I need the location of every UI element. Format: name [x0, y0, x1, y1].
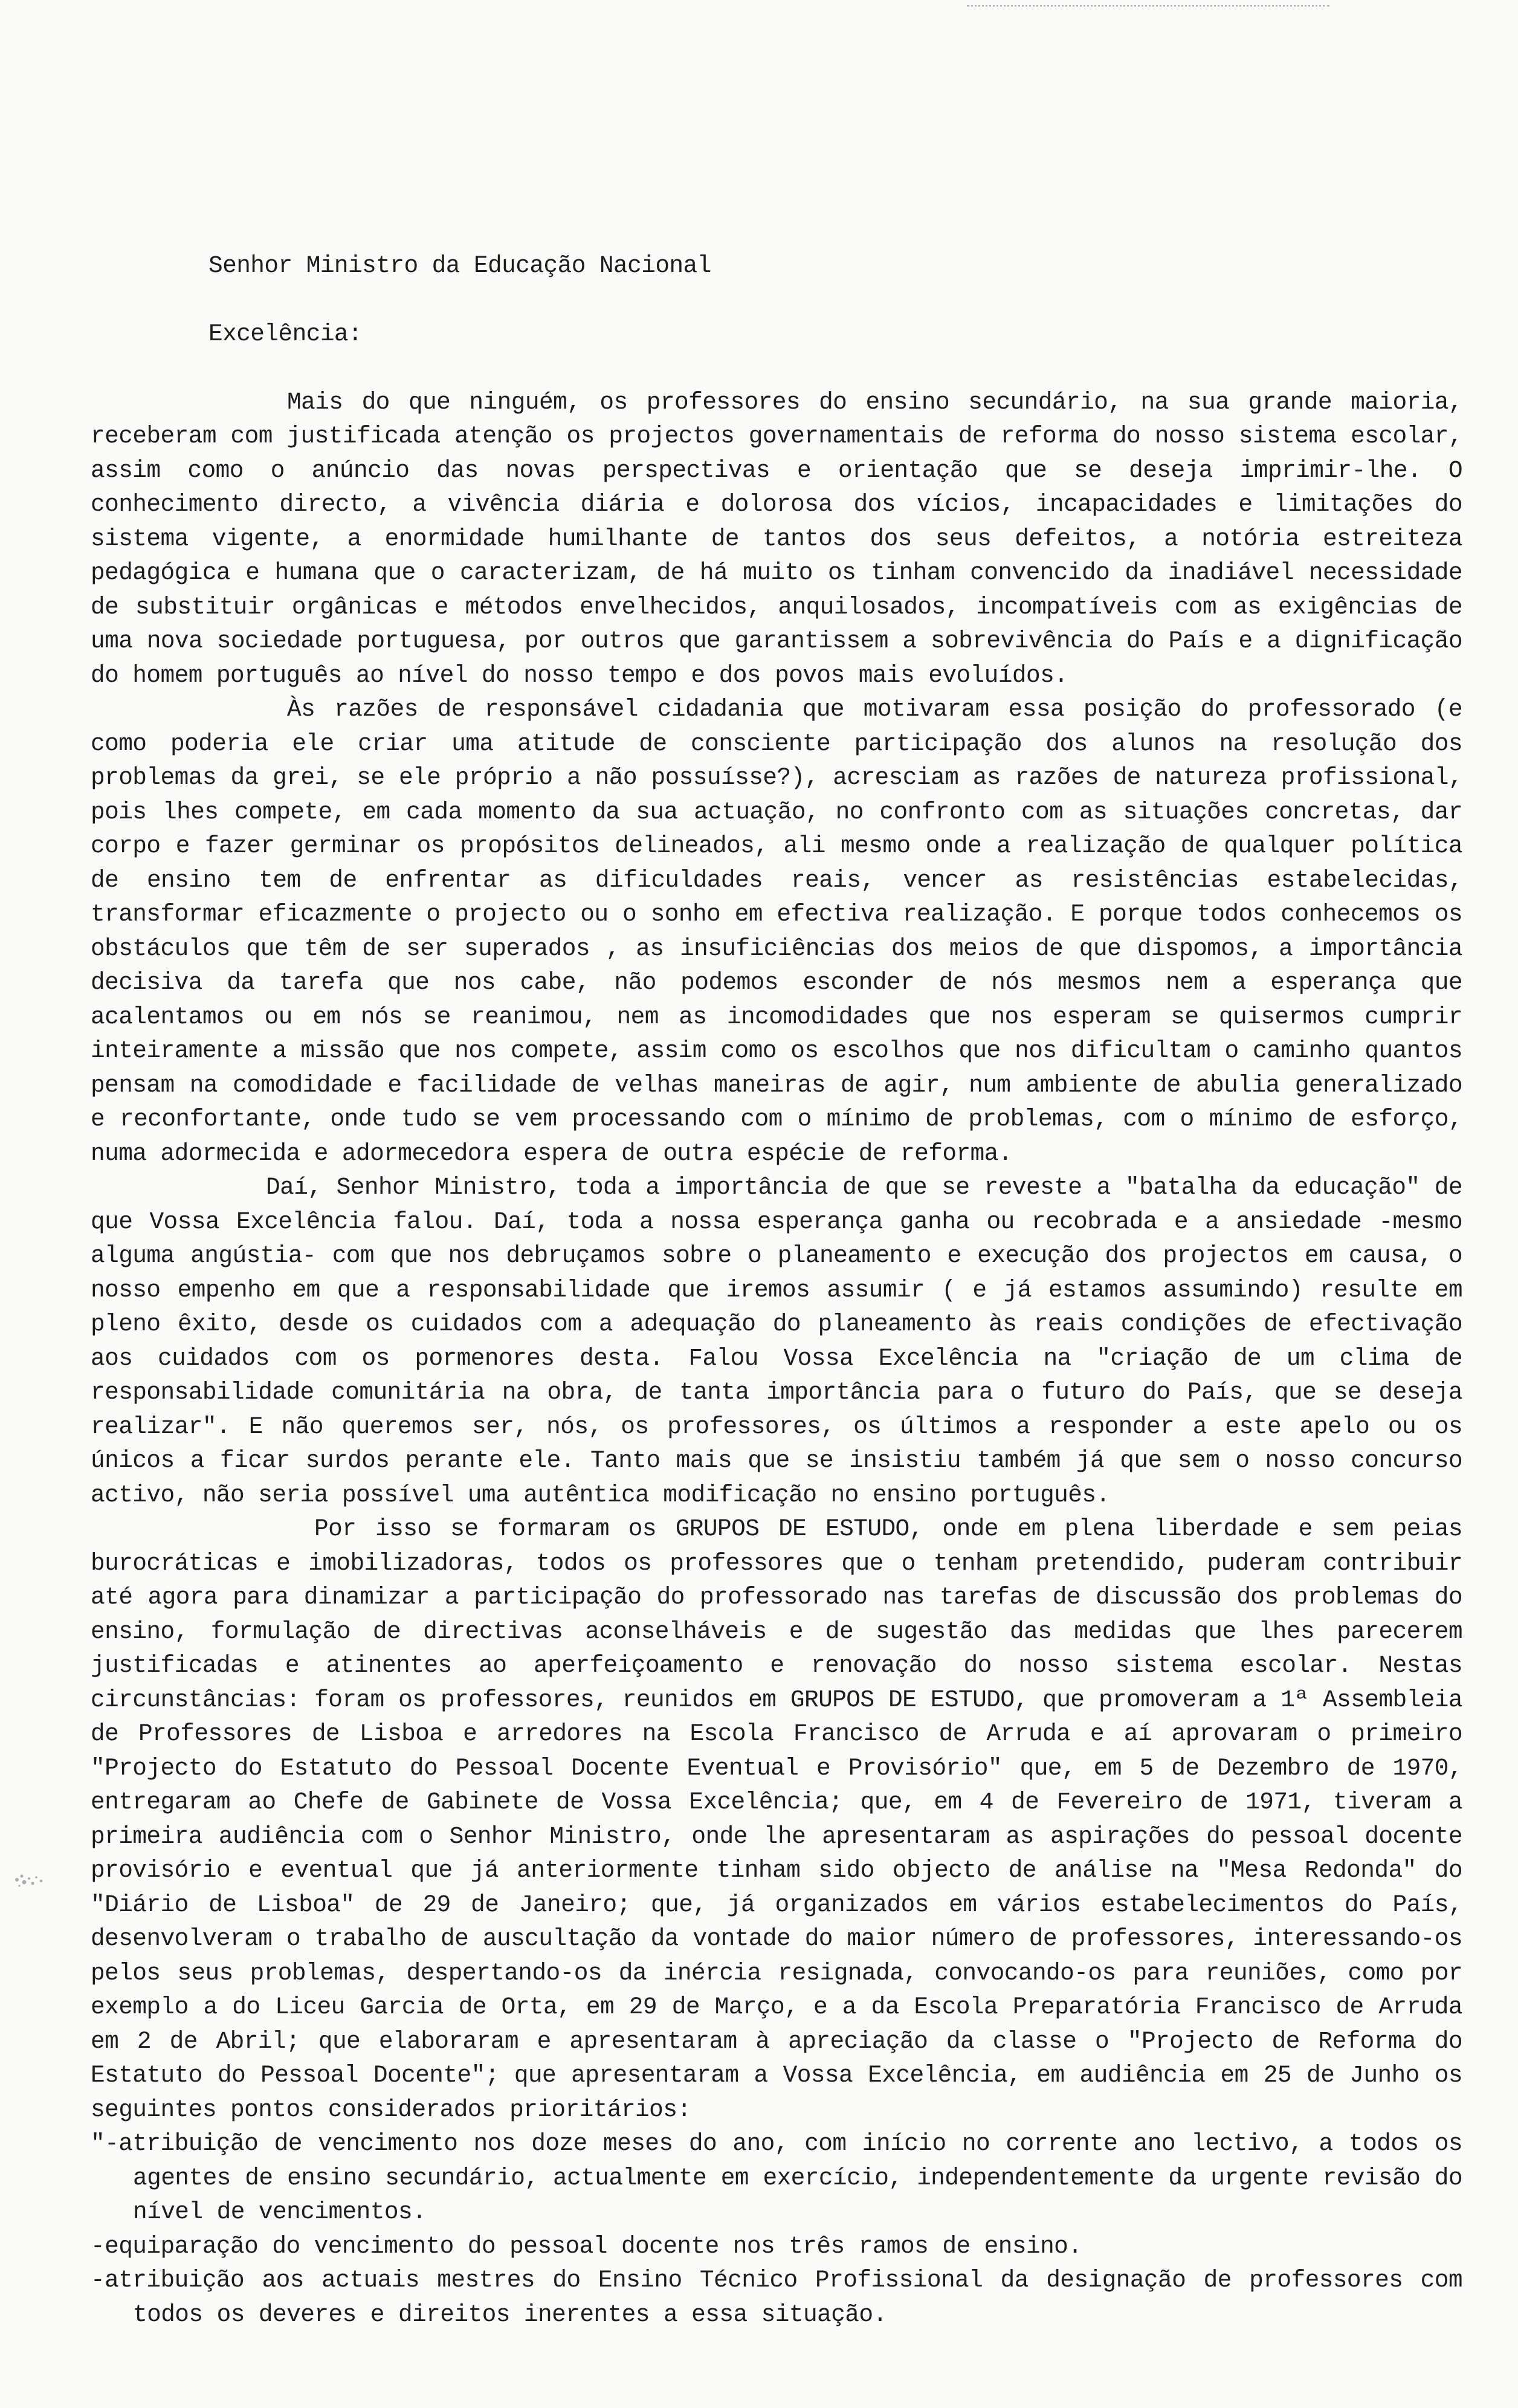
scan-artifact: [967, 5, 1329, 11]
paragraph-1: Mais do que ninguém, os professores do ensino secundário, na sua grande maioria, receberam com justificada atenção os projectos governamentais de reforma do nosso sistema escolar, assim como o anúncio das novas perspectivas e orientação que se deseja imprimir-lhe. O conhecimento directo, a vivência diária e dolorosa dos vícios, incapacidades e limitações do sistema vigente, a enormidade humilhante de tantos dos seus defeitos, a notória estreiteza pedagógica e humana que o caracterizam, de há muito os tinham convencido da inadiável necessidade de substituir orgânicas e métodos envelhecidos, anquilosados, incompatíveis com as exigências de uma nova sociedade portuguesa, por outros que garantissem a sobrevivência do País e a dignificação do homem português ao nível do nosso tempo e dos povos mais evoluídos.: [91, 388, 1462, 689]
list-item: "-atribuição de vencimento nos doze meses do ano, com início no corrente ano lectivo, a todos os agentes de ensino secundário, actualmente em exercício, independentemente da urgente revisão do nível de vencimentos.: [91, 2130, 1462, 2225]
salutation-greeting: Excelência:: [208, 320, 363, 348]
paragraph-2: Às razões de responsável cidadania que motivaram essa posição do professorado (e como poderia ele criar uma atitude de consciente participação dos alunos na resolução dos problemas da grei, se ele próprio a não possuísse?), acresciam as razões de natureza profissional, pois lhes compete, em cada momento da sua actuação, no confronto com as situações concretas, dar corpo e fazer germinar os propósitos delineados, ali mesmo onde a realização de qualquer política de ensino tem de enfrentar as dificuldades reais, vencer as resistências estabelecidas, transformar eficazmente o projecto ou o sonho em efectiva realização. E porque todos conhecemos os obstáculos que têm de ser superados , as insuficiências dos meios de que dispomos, a importância decisiva da tarefa que nos cabe, não podemos esconder de nós mesmos nem a esperança que acalentamos ou em nós se reanimou, nem as incomodidades que nos esperam se quisermos cumprir inteiramente a missão que nos compete, assim como os escolhos que nos dificultam o caminho quantos pensam na comodidade e facilidade de velhas maneiras de agir, num ambiente de abulia generalizado e reconfortante, onde tudo se vem processando com o mínimo de problemas, com o mínimo de esforço, numa adormecida e adormecedora espera de outra espécie de reforma.: [91, 696, 1462, 1167]
salutation: [208, 215, 1462, 386]
ink-stain-mark: [11, 1868, 50, 1892]
list-item: -atribuição aos actuais mestres do Ensino Técnico Profissional da designação de professores com todos os deveres e direitos inerentes a essa situação.: [91, 2267, 1462, 2328]
priority-list: [91, 2127, 1462, 2332]
paragraph-4: Por isso se formaram os GRUPOS DE ESTUDO, onde em plena liberdade e sem peias burocráticas e imobilizadoras, todos os professores que o tenham pretendido, puderam contribuir até agora para dinamizar a participação do professorado nas tarefas de discussão dos problemas do ensino, formulação de directivas aconselháveis e de sugestão das medidas que lhes parecerem justificadas e atinentes ao aperfeiçoamento e renovação do nosso sistema escolar. Nestas circunstâncias: foram os professores, reunidos em GRUPOS DE ESTUDO, que promoveram a 1ª Assembleia de Professores de Lisboa e arredores na Escola Francisco de Arruda e aí aprovaram o primeiro "Projecto do Estatuto do Pessoal Docente Eventual e Provisório" que, em 5 de Dezembro de 1970, entregaram ao Chefe de Gabinete de Vossa Excelência; que, em 4 de Fevereiro de 1971, tiveram a primeira audiência com o Senhor Ministro, onde lhe apresentaram as aspirações do pessoal docente provisório e eventual que já anteriormente tinham sido objecto de análise na "Mesa Redonda" do "Diário de Lisboa" de 29 de Janeiro; que, já organizados em vários estabelecimentos do País, desenvolveram o trabalho de auscultação da vontade do maior número de professores, interessando-os pelos seus problemas, despertando-os da inércia resignada, convocando-os para reuniões, como por exemplo a do Liceu Garcia de Orta, em 29 de Março, e a da Escola Preparatória Francisco de Arruda em 2 de Abril; que elaboraram e apresentaram à apreciação da classe o "Projecto de Reforma do Estatuto do Pessoal Docente"; que apresentaram a Vossa Excelência, em audiência em 25 de Junho os seguintes pontos considerados prioritários:: [91, 1515, 1462, 2123]
list-item: -equiparação do vencimento do pessoal docente nos três ramos de ensino.: [91, 2232, 1082, 2260]
letter-body: [91, 215, 1462, 2332]
paragraph-3: Daí, Senhor Ministro, toda a importância de que se reveste a "batalha da educação" de que Vossa Excelência falou. Daí, toda a nossa esperança ganha ou recobrada e a ansiedade -mesmo alguma angústia- com que nos debruçamos sobre o planeamento e execução dos projectos em causa, o nosso empenho em que a responsabilidade que iremos assumir ( e já estamos assumindo) resulte em pleno êxito, desde os cuidados com a adequação do planeamento às reais condições de efectivação aos cuidados com os pormenores desta. Falou Vossa Excelência na "criação de um clima de responsabilidade comunitária na obra, de tanta importância para o futuro do País, que se deseja realizar". E não queremos ser, nós, os professores, os últimos a responder a este apelo ou os únicos a ficar surdos perante ele. Tanto mais que se insistiu também já que sem o nosso concurso activo, não seria possível uma autêntica modificação no ensino português.: [91, 1174, 1462, 1509]
salutation-addressee: Senhor Ministro da Educação Nacional: [208, 251, 711, 279]
